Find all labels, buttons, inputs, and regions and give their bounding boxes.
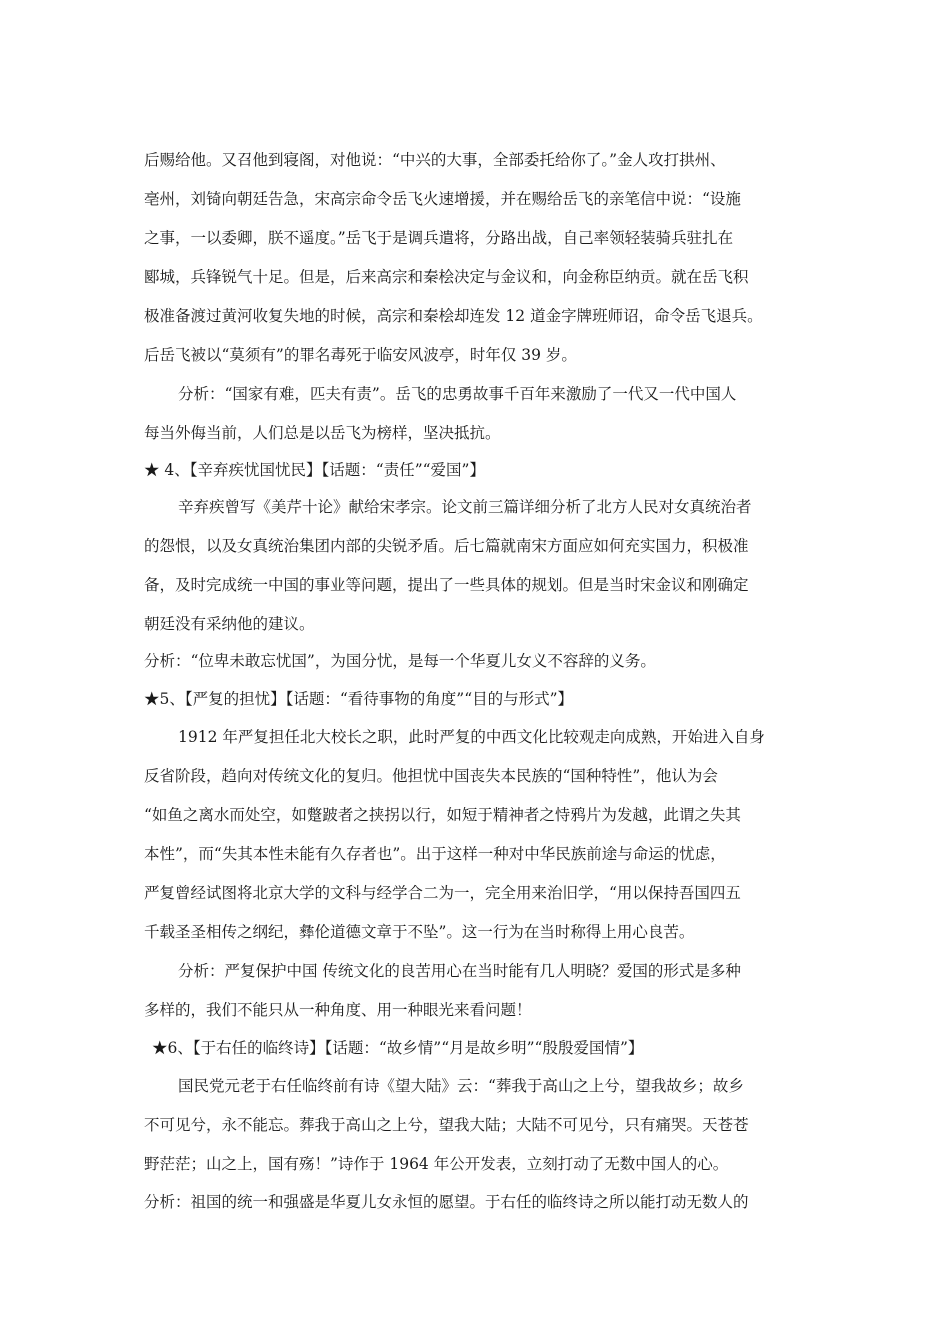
paragraph-line: 后赐给他。又召他到寝阁，对他说：“中兴的大事，全部委托给你了。”金人攻打拱州、 [144, 151, 726, 169]
analysis-line: 分析：“国家有难，匹夫有责”。岳飞的忠勇故事千百年来激励了一代又一代中国人 [178, 385, 737, 403]
paragraph-line: 的怨恨，以及女真统治集团内部的尖锐矛盾。后七篇就南宋方面应如何充实国力，积极准 [144, 537, 749, 555]
section-heading: ★5、【严复的担忧】【话题：“看待事物的角度”“目的与形式”】 [144, 690, 574, 708]
paragraph-line: 1912 年严复担任北大校长之职，此时严复的中西文化比较观走向成熟，开始进入自身 [178, 728, 765, 746]
analysis-line: 分析：严复保护中国 传统文化的良苦用心在当时能有几人明晓？爱国的形式是多种 [178, 962, 741, 980]
paragraph-line: 极准备渡过黄河收复失地的时候，高宗和秦桧却连发 12 道金字牌班师诏，命令岳飞退兵。 [144, 307, 763, 325]
paragraph-line: 本性”，而“失其本性未能有久存者也”。出于这样一种对中华民族前途与命运的忧虑， [144, 845, 726, 863]
paragraph-line: 野茫茫；山之上，国有殇！”诗作于 1964 年公开发表，立刻打动了无数中国人的心。 [144, 1155, 729, 1173]
paragraph-line: 严复曾经试图将北京大学的文科与经学合二为一，完全用来治旧学，“用以保持吾国四五 [144, 884, 741, 902]
paragraph-line: 朝廷没有采纳他的建议。 [144, 615, 315, 633]
paragraph-line: 之事，一以委卿，朕不遥度。”岳飞于是调兵遣将，分路出战，自己率领轻装骑兵驻扎在 [144, 229, 734, 247]
paragraph-line: 每当外侮当前，人们总是以岳飞为榜样，坚决抵抗。 [144, 424, 501, 442]
paragraph-line: 国民党元老于右任临终前有诗《望大陆》云：“葬我于高山之上兮，望我故乡；故乡 [178, 1077, 744, 1095]
paragraph-line: “如鱼之离水而处空，如蹩跛者之挟拐以行，如短于精神者之恃鸦片为发越，此谓之失其 [144, 806, 741, 824]
paragraph-line: 反省阶段，趋向对传统文化的复归。他担忧中国丧失本民族的“国种特性”，他认为会 [144, 767, 718, 785]
paragraph-line: 亳州，刘锜向朝廷告急，宋高宗命令岳飞火速增援，并在赐给岳飞的亲笔信中说：“设施 [144, 190, 741, 208]
analysis-line: 分析：祖国的统一和强盛是华夏儿女永恒的愿望。于右任的临终诗之所以能打动无数人的 [144, 1193, 749, 1211]
section-heading: ★ 4、【辛弃疾忧国忧民】【话题：“责任”“爱国”】 [144, 461, 485, 479]
paragraph-line: 后岳飞被以“莫须有”的罪名毒死于临安风波亭，时年仅 39 岁。 [144, 346, 577, 364]
section-heading: ★6、【于右任的临终诗】【话题：“故乡情”“月是故乡明”“殷殷爱国情”】 [152, 1039, 644, 1057]
paragraph-line: 千载圣圣相传之纲纪，彝伦道德文章于不坠”。这一行为在当时称得上用心良苦。 [144, 923, 695, 941]
paragraph-line: 郾城，兵锋锐气十足。但是，后来高宗和秦桧决定与金议和，向金称臣纳贡。就在岳飞积 [144, 268, 749, 286]
paragraph-line: 辛弃疾曾写《美芹十论》献给宋孝宗。论文前三篇详细分析了北方人民对女真统治者 [178, 498, 752, 516]
analysis-line: 分析：“位卑未敢忘忧国”，为国分忧，是每一个华夏儿女义不容辞的义务。 [144, 652, 656, 670]
paragraph-line: 备，及时完成统一中国的事业等问题，提出了一些具体的规划。但是当时宋金议和刚确定 [144, 576, 749, 594]
paragraph-line: 多样的，我们不能只从一种角度、用一种眼光来看问题！ [144, 1001, 532, 1019]
paragraph-line: 不可见兮，永不能忘。葬我于高山之上兮，望我大陆；大陆不可见兮，只有痛哭。天苍苍 [144, 1116, 749, 1134]
